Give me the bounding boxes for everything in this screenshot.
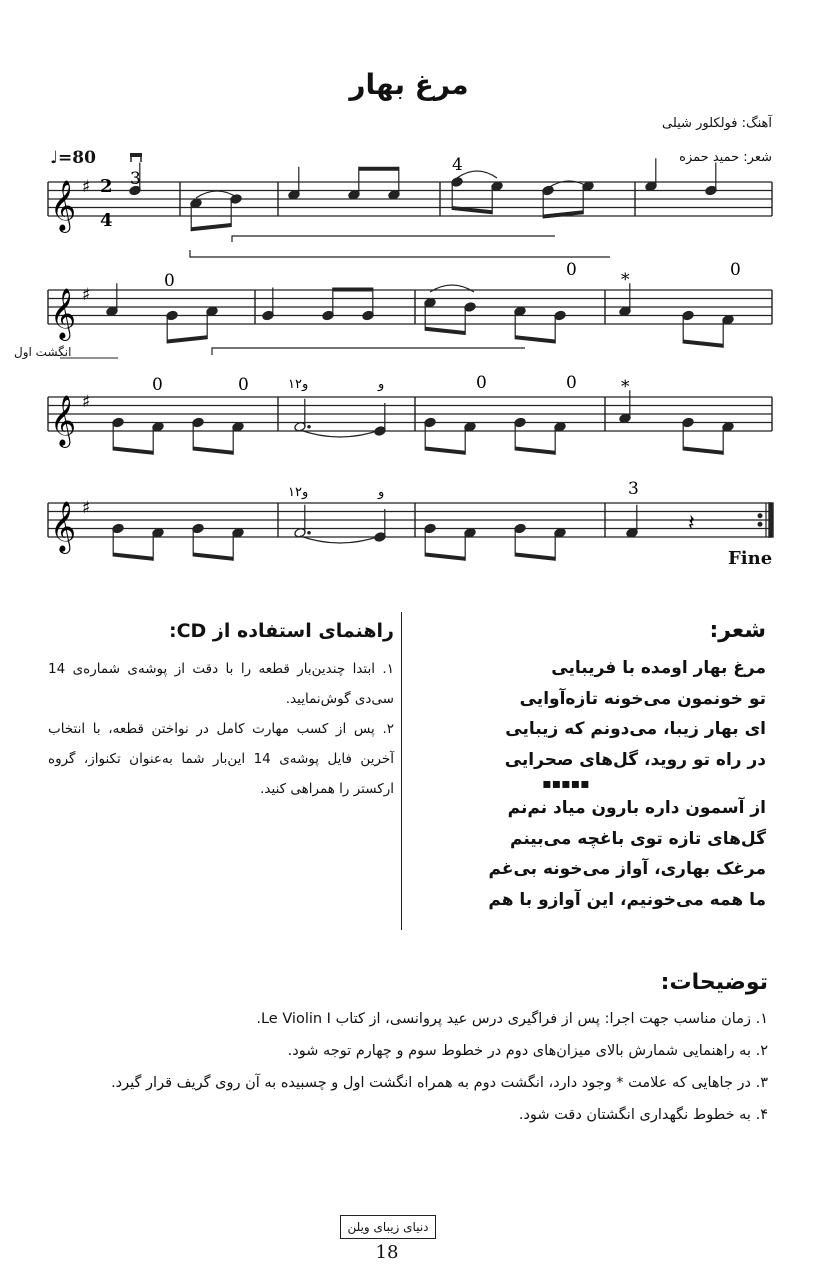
note	[514, 417, 526, 450]
treble-clef-icon: 𝄞	[50, 501, 77, 552]
fine-marking: Fine	[728, 548, 773, 569]
note	[294, 399, 311, 432]
note	[514, 523, 526, 556]
finger-mark: 3	[130, 169, 141, 189]
beam	[167, 335, 207, 343]
sharp-icon: ♯	[82, 177, 91, 197]
finger-mark: ۱و۲	[288, 377, 309, 392]
treble-clef-icon: 𝄞	[50, 288, 77, 339]
note	[348, 167, 360, 200]
beam	[425, 447, 465, 455]
note	[166, 310, 178, 343]
notes	[106, 158, 734, 561]
note	[322, 288, 334, 321]
poem-heading: شعر:	[709, 618, 766, 643]
beam	[515, 553, 555, 561]
note	[705, 163, 717, 196]
time-signature-bottom: 4	[100, 210, 113, 231]
note	[388, 167, 400, 200]
notes-heading: توضیحات:	[660, 970, 768, 995]
finger-mark: 0	[566, 373, 577, 393]
note	[230, 194, 242, 227]
cd-guide-item: ۱. ابتدا چندین‌بار قطعه را با دقت از پوشه‌ی شماره‌ی 14 سی‌دی گوش‌نمایید.	[48, 661, 394, 707]
finger-mark: 0	[164, 271, 175, 291]
finger-mark: *	[621, 270, 630, 290]
page-title: مرغ بهار	[349, 68, 469, 101]
finger-line-label: انگشت اول	[14, 345, 72, 359]
note	[424, 297, 436, 330]
note	[192, 523, 204, 556]
note	[682, 310, 694, 343]
beam	[333, 288, 373, 292]
treble-clef-icon: 𝄞	[50, 395, 77, 446]
beam	[425, 553, 465, 561]
finger-hold-line	[190, 250, 610, 257]
beam	[113, 447, 153, 455]
notes-section	[46, 970, 768, 1131]
cd-guide-section	[48, 620, 394, 804]
beam	[515, 447, 555, 455]
book-title-box: دنیای زیبای ویلن	[340, 1215, 436, 1239]
note	[192, 417, 204, 450]
note	[464, 421, 476, 454]
cd-guide-item: ۲. پس از کسب مهارت کامل در نواختن قطعه، با انتخاب آخرین فایل پوشه‌ی 14 این‌بار شما به‌عنوان تکنواز، گروه ارکستر را همراهی کنید.	[48, 721, 394, 797]
poem-line: در راه تو روید، گل‌های صحرایی	[504, 749, 766, 770]
note	[542, 185, 554, 218]
quarter-rest-icon: 𝄽	[688, 511, 695, 536]
note	[554, 310, 566, 343]
column-divider	[401, 612, 402, 930]
cd-guide-heading: راهنمای استفاده از CD:	[168, 620, 394, 642]
finger-hold-line	[212, 348, 525, 355]
notes-item: ۱. زمان مناسب جهت اجرا: پس از فراگیری درس عید پروانسی، از کتاب Le Violin I.	[256, 1011, 768, 1027]
note	[152, 527, 164, 560]
finger-mark: 0	[566, 260, 577, 280]
poem-line: مرغک بهاری، آواز می‌خونه بی‌غم	[488, 859, 766, 879]
notes-item: ۳. در جاهایی که علامت * وجود دارد، انگشت دوم به همراه انگشت اول و چسبیده به آن روی گریف قرار گیرد.	[111, 1075, 768, 1091]
finger-mark: 4	[452, 155, 463, 175]
note	[451, 177, 463, 210]
finger-mark: ۱و۲	[288, 485, 309, 500]
note	[362, 288, 374, 321]
beam	[193, 553, 233, 561]
poem-line: تو خونمون می‌خونه تازه‌آوایی	[519, 688, 766, 709]
treble-clefs	[50, 177, 90, 554]
note	[152, 421, 164, 454]
slur	[457, 171, 497, 178]
repeat-dot	[758, 514, 762, 518]
note	[112, 417, 124, 450]
note	[626, 505, 638, 538]
note	[464, 527, 476, 560]
finger-mark: 0	[476, 373, 487, 393]
tempo-marking: ♩=80	[50, 148, 96, 168]
poem-line: مرغ بهار اومده با فریبایی	[551, 658, 766, 678]
poem-line: گل‌های تازه توی باغچه می‌بینم	[510, 828, 766, 849]
note	[645, 158, 657, 191]
beam	[359, 167, 399, 171]
note	[106, 283, 118, 316]
note	[682, 417, 694, 450]
note	[190, 198, 202, 231]
final-barline-thick	[769, 503, 773, 537]
sharp-icon: ♯	[82, 285, 91, 305]
sharp-icon: ♯	[82, 498, 91, 518]
note	[262, 288, 274, 321]
beam	[515, 335, 555, 343]
treble-clef-icon: 𝄞	[50, 180, 77, 231]
beam	[683, 340, 723, 348]
poem-section	[436, 618, 766, 915]
finger-mark: و	[378, 377, 385, 392]
finger-mark: و	[378, 485, 385, 500]
staff-lines	[48, 182, 772, 537]
note	[722, 421, 734, 454]
sharp-icon: ♯	[82, 392, 91, 412]
stanza-separator: ▪▪▪▪▪	[542, 776, 590, 792]
note	[464, 302, 476, 335]
poem-line: ما همه می‌خونیم، این آوازو با هم	[488, 889, 766, 910]
finger-mark: 0	[238, 375, 249, 395]
barlines	[48, 182, 773, 537]
note	[582, 181, 594, 214]
note	[424, 417, 436, 450]
note	[722, 314, 734, 347]
note	[294, 505, 311, 538]
page-number: 18	[375, 1242, 399, 1263]
repeat-dot	[758, 522, 762, 526]
lyricist-credit: شعر: حمید حمزه	[679, 150, 772, 165]
composer-credit: آهنگ: فولکلور شیلی	[662, 116, 772, 131]
poem-line: از آسمون داره بارون میاد نم‌نم	[507, 798, 766, 818]
beam	[425, 327, 465, 335]
note	[288, 167, 300, 200]
beam	[543, 210, 583, 218]
beam	[113, 553, 153, 561]
score-extras	[60, 171, 610, 543]
music-score	[0, 0, 818, 600]
beam	[193, 447, 233, 455]
note	[232, 421, 244, 454]
finger-mark: *	[621, 377, 630, 397]
note	[554, 527, 566, 560]
finger-mark: 3	[628, 479, 639, 499]
time-signature-top: 2	[100, 176, 113, 197]
slur	[430, 285, 474, 292]
poem-line: ای بهار زیبا، می‌دونم که زیبایی	[505, 719, 766, 739]
finger-mark: 0	[152, 375, 163, 395]
note	[514, 306, 526, 339]
note	[206, 306, 218, 339]
finger-mark: 0	[730, 260, 741, 280]
note	[112, 523, 124, 556]
beam	[683, 447, 723, 455]
note	[424, 523, 436, 556]
finger-hold-line	[232, 236, 555, 242]
note	[554, 421, 566, 454]
notes-item: ۲. به راهنمایی شمارش بالای میزان‌های دوم در خطوط سوم و چهارم توجه شود.	[287, 1043, 768, 1059]
note	[232, 527, 244, 560]
beam	[191, 223, 231, 231]
note	[491, 181, 503, 214]
down-bow-icon	[130, 153, 142, 157]
notes-item: ۴. به خطوط نگهداری انگشتان دقت شود.	[518, 1107, 768, 1123]
